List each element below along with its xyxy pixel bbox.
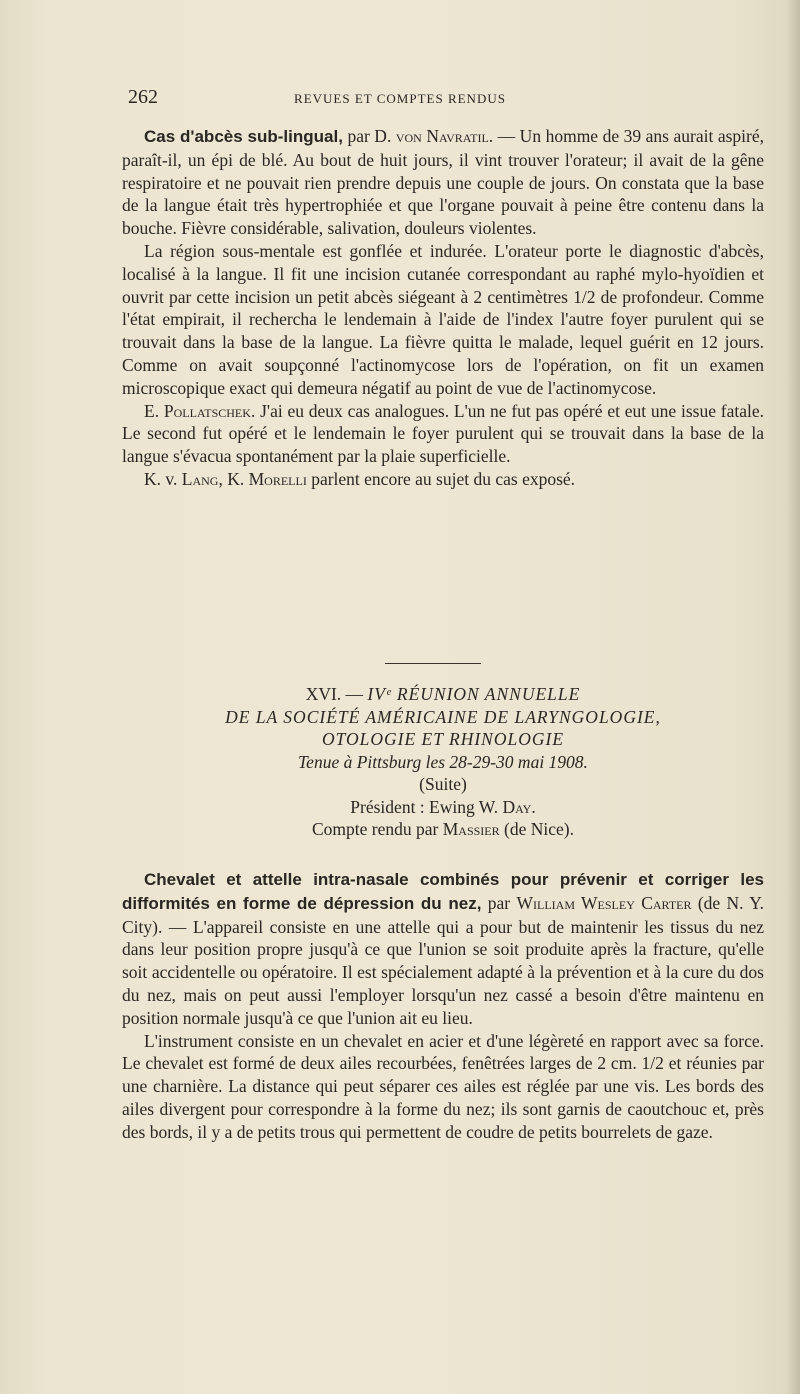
article1-p3-author: Pollatschek xyxy=(163,400,251,421)
section-heading-line-3: OTOLOGIE ET RHINOLOGIE xyxy=(321,729,565,749)
president-name: Day xyxy=(502,796,532,817)
article2-by: par xyxy=(481,892,517,913)
article1-p4-author1: Lang xyxy=(181,468,219,489)
section-heading-line-2: DE LA SOCIÉTÉ AMÉRICAINE DE LARYNGOLOGIE, xyxy=(225,706,661,727)
article1-p3-text: . J'ai eu deux cas analogues. L'un ne fut pas opéré et eut une issue fatale. Le second fut opéré et le lendemain le foyer purulent qui se trouvait dans la base de la langue s'évacua spontanément par la plaie superficielle. xyxy=(122,400,764,467)
section-number: XVI. — xyxy=(305,684,368,704)
article1-paragraph-3 xyxy=(122,400,764,468)
article1-p1-text: . — Un homme de 39 ans aurait aspiré, paraît-il, un épi de blé. Au bout de huit jours, il vint trouver l'orateur; il avait de la gêne respiratoire et ne pouvait rien prendre depuis une couple de jours. On constata que la base de la langue était très hypertrophiée et que l'organe pouvait à peine être contenu dans la bouche. Fièvre considérable, salivation, douleurs violentes. xyxy=(122,126,764,239)
reporter-name: assier xyxy=(458,819,500,839)
article1-p4-prefix: K. v. xyxy=(144,468,182,489)
article1-title: Cas d'abcès sub-lingual, xyxy=(144,127,343,146)
article1-by: par D. xyxy=(342,126,396,146)
article2-author: William Wesley Carter xyxy=(516,892,692,913)
running-head xyxy=(0,84,800,114)
article2-paragraph-1 xyxy=(122,868,764,1030)
article1-p4-author2: Morelli xyxy=(248,468,307,489)
article1-p4-text: parlent encore au sujet du cas exposé. xyxy=(306,468,576,489)
page-number: 262 xyxy=(128,86,158,108)
page-edge-shadow xyxy=(786,0,800,1394)
section-title-1: IVᵉ RÉUNION ANNUELLE xyxy=(367,684,581,704)
article1-author: von Navratil xyxy=(395,126,489,146)
section-heading-line-1 xyxy=(122,683,764,706)
section-divider xyxy=(385,663,481,664)
president-prefix: Président : Ewing W. xyxy=(350,796,503,817)
section-heading xyxy=(122,683,764,841)
section-heading-line-5: (Suite) xyxy=(419,774,467,794)
president-suffix: . xyxy=(531,796,536,817)
section-president xyxy=(122,796,764,819)
running-head-title: REVUES ET COMPTES RENDUS xyxy=(294,91,506,106)
section-reporter xyxy=(122,818,764,841)
article2-title: Chevalet et attelle intra-nasale combinés pour prévenir et corriger les difformités en forme de dépression du nez, xyxy=(122,870,764,913)
article-chevalet-attelle xyxy=(122,868,764,1144)
article1-paragraph-2: La région sous-mentale est gonflée et indurée. L'orateur porte le diagnostic d'abcès, localisé à la langue. Il fit une incision cutanée correspondant au raphé mylo-hyoïdien et ouvrit par cette incision un petit abcès siégeant à 2 centimètres 1/2 de profondeur. Comme l'état empirait, il rechercha le lendemain à l'aide de l'index l'autre foyer purulent qui se trouvait dans la base de la langue. La fièvre quitta le malade, lequel guérit en 12 jours. Comme on avait soupçonné l'actinomycose lors de l'opération, on fit un examen microscopique exact qui demeura négatif au point de vue de l'actinomycose. xyxy=(122,240,764,398)
article2-paragraph-2: L'instrument consiste en un chevalet en acier et d'une légèreté en rapport avec sa force. Le chevalet est formé de deux ailes recourbées, fenêtrées larges de 2 cm. 1/2 et réunies par une charnière. La distance qui peut séparer ces ailes est réglée par une vis. Les bords des ailes divergent pour correspondre à la forme du nez; ils sont garnis de caoutchouc et, près des bords, il y a de petits trous qui permettent de coudre de petits bourrelets de gaze. xyxy=(122,1030,764,1142)
section-heading-line-4: Tenue à Pittsburg les 28-29-30 mai 1908. xyxy=(298,751,588,772)
article-abces-sub-lingual xyxy=(122,125,764,491)
reporter-prefix: Compte rendu par M xyxy=(312,819,459,839)
reporter-suffix: (de Nice). xyxy=(499,819,574,839)
article1-paragraph-1 xyxy=(122,125,764,240)
article1-paragraph-4 xyxy=(122,468,764,491)
article2-p1-text: (de N. Y. City). — L'appareil consiste en une attelle qui a pour but de maintenir les tissus du nez dans leur position propre jusqu'à ce que l'union se soit produite après la fracture, qu'elle soit accidentelle ou opératoire. Il est spécialement adapté à la prévention et à la cure du dos du nez, mais on peut aussi l'employer lorsqu'un nez cassé a besoin d'être maintenu en position normale jusqu'à ce que l'union ait eu lieu. xyxy=(122,892,764,1028)
article1-p3-initial: E. xyxy=(144,400,164,421)
article1-p4-mid: , K. xyxy=(218,468,249,489)
